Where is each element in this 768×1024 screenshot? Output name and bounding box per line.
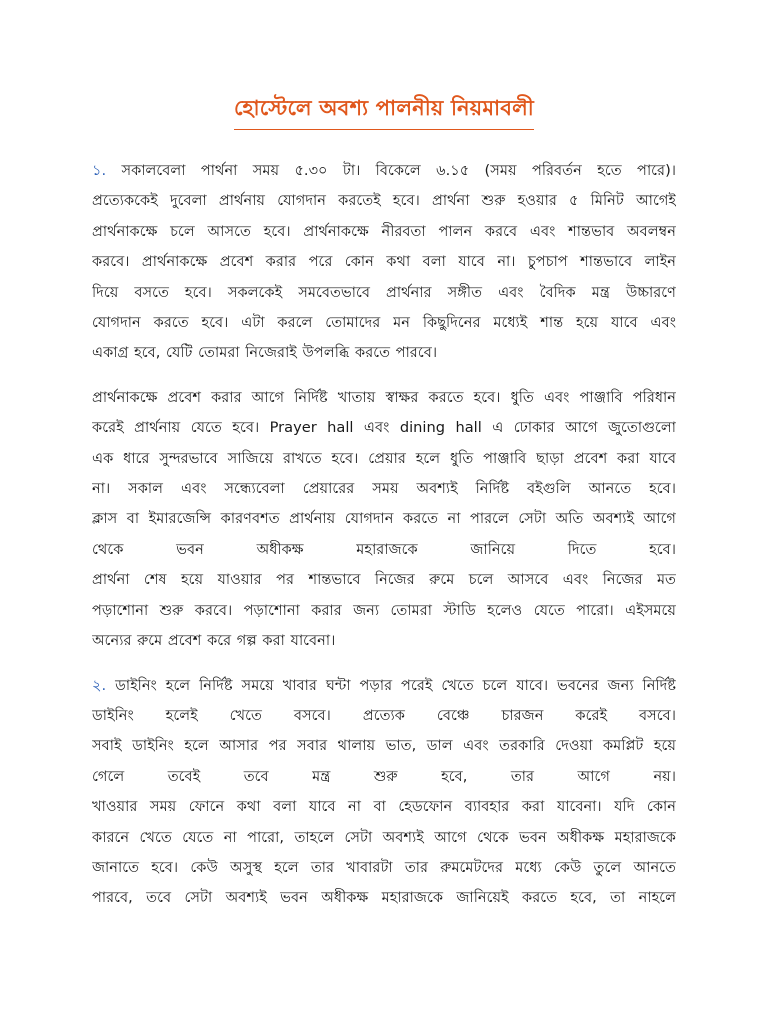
section-1 (92, 156, 676, 369)
paragraph-line: যোগদান করতে হবে। এটা করলে তোমাদের মন কিছুদিনের মধ্যেই শান্ত হয়ে যাবে এবং (92, 314, 676, 332)
paragraph-line: প্রত্যেককেই দুবেলা প্রার্থনায় যোগদান করতেই হবে। প্রার্থনা শুরু হওয়ার ৫ মিনিট আগেই (92, 192, 676, 210)
section-number: ১. (92, 162, 107, 179)
paragraph-line: করবে। প্রার্থনাকক্ষে প্রবেশ করার পরে কোন কথা বলা যাবে না। চুপচাপ শান্তভাবে লাইন (92, 253, 676, 271)
paragraph-line: কারনে খেতে যেতে না পারো, তাহলে সেটা অবশ্যই আগে থেকে ভবন অধীকক্ষ মহারাজকে (92, 828, 676, 846)
paragraph-line: ক্লাস বা ইমারজেন্সি কারণবশত প্রার্থনায় যোগদান করতে না পারলে সেটা অতি অবশ্যই আগে (92, 510, 676, 528)
paragraph-line: প্রার্থনাকক্ষে চলে আসতে হবে। প্রার্থনাকক্ষে নীরবতা পালন করবে এবং শান্তভাব অবলম্বন (92, 222, 676, 240)
document-title: হোস্টেলে অবশ্য পালনীয় নিয়মাবলী (234, 92, 534, 130)
section-1-continued (92, 383, 676, 657)
section-number: ২. (92, 676, 107, 694)
paragraph-line: গেলে তবেই তবে মন্ত্র শুরু হবে, তার আগে নয়। (92, 767, 676, 785)
section-2 (92, 671, 676, 914)
paragraph-line: না। সকাল এবং সন্ধ্যেবেলা প্রেয়ারের সময় অবশ্যই নির্দিষ্ট বইগুলি আনতে হবে। (92, 480, 676, 498)
paragraph-line: এক ধারে সুন্দরভাবে সাজিয়ে রাখতে হবে। প্রেয়ার হলে ধুতি পাঞ্জাবি ছাড়া প্রবেশ করা যাবে (92, 449, 676, 467)
paragraph-line: জানাতে হবে। কেউ অসুস্থ হলে তার খাবারটা তার রুমমেটদের মধ্যে কেউ তুলে আনতে (92, 858, 676, 876)
paragraph-line: ২. ডাইনিং হলে নির্দিষ্ট সময়ে খাবার ঘন্টা পড়ার পরেই খেতে চলে যাবে। ভবনের জন্য নির্দিষ্ট (92, 676, 676, 694)
paragraph-line: থেকে ভবন অধীকক্ষ মহারাজকে জানিয়ে দিতে হবে। (92, 540, 676, 558)
paragraph-line: ডাইনিং হলেই খেতে বসবে। প্রত্যেক বেঞ্চে চারজন করেই বসবে। (92, 706, 676, 724)
paragraph-line: প্রার্থনা শেষ হয়ে যাওয়ার পর শান্তভাবে নিজের রুমে চলে আসবে এবং নিজের মত (92, 571, 676, 589)
paragraph-line: ১. সকালবেলা পার্থনা সময় ৫.৩০ টা। বিকেলে ৬.১৫ (সময় পরিবর্তন হতে পারে)। (92, 162, 676, 179)
title-wrap (92, 92, 676, 130)
paragraph-line: করেই প্রার্থনায় যেতে হবে। Prayer hall এবং dining hall এ ঢোকার আগে জুতোগুলো (92, 419, 676, 437)
paragraph-line: খাওয়ার সময় ফোনে কথা বলা যাবে না বা হেডফোন ব্যাবহার করা যাবেনা। যদি কোন (92, 798, 676, 816)
paragraph-line: পারবে, তবে সেটা অবশ্যই ভবন অধীকক্ষ মহারাজকে জানিয়েই করতে হবে, তা নাহলে (92, 889, 676, 907)
paragraph-line: একাগ্র হবে, যেটি তোমরা নিজেরাই উপলব্ধি করতে পারবে। (92, 344, 438, 362)
paragraph-line: পড়াশোনা শুরু করবে। পড়াশোনা করার জন্য তোমরা স্টাডি হলেও যেতে পারো। এইসময়ে (92, 601, 676, 619)
paragraph-line: প্রার্থনাকক্ষে প্রবেশ করার আগে নির্দিষ্ট খাতায় স্বাক্ষর করতে হবে। ধুতি এবং পাঞ্জাবি পরিধান (92, 388, 676, 406)
paragraph-line: সবাই ডাইনিং হলে আসার পর সবার থালায় ভাত, ডাল এবং তরকারি দেওয়া কমপ্লিট হয়ে (92, 737, 676, 755)
paragraph-line: অন্যের রুমে প্রবেশ করে গল্প করা যাবেনা। (92, 632, 336, 650)
paragraph-line: দিয়ে বসতে হবে। সকলকেই সমবেতভাবে প্রার্থনার সঙ্গীত এবং বৈদিক মন্ত্র উচ্চারণে (92, 283, 676, 301)
